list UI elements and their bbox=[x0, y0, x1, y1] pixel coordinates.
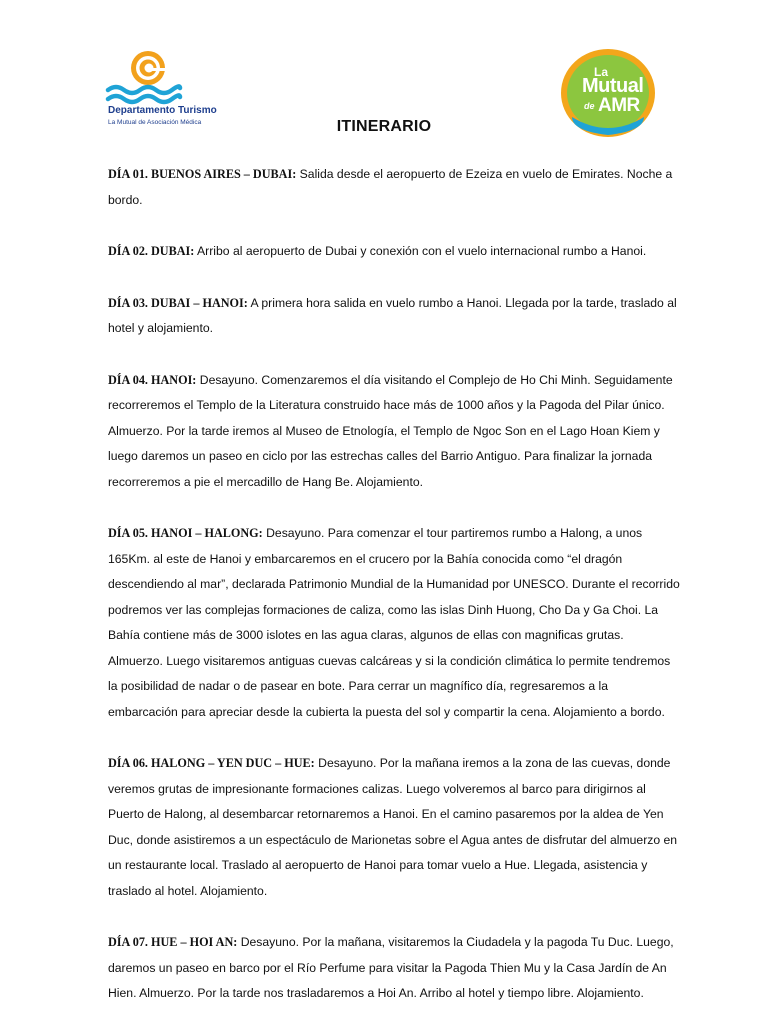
itinerary-day-07 bbox=[108, 930, 680, 1007]
day-text: Salida desde el aeropuerto de Ezeiza en vuelo de Emirates. Noche a bordo. bbox=[108, 167, 673, 207]
day-text: Desayuno. Comenzaremos el día visitando el Complejo de Ho Chi Minh. Seguidamente recorreremos el Templo de la Literatura construido hace más de 1000 años y la Pagoda del Pilar único. Almuerzo. Por la tarde iremos al Museo de Etnología, el Templo de Ngoc Son en el Lago Hoan Kiem y luego daremos un paseo en ciclo por las estrechas calles del Barrio Antiguo. Para finalizar la jornada recorreremos a pie el mercadillo de Hang Be. Alojamiento. bbox=[108, 372, 673, 489]
logo-left-subtitle: La Mutual de Asociación Médica bbox=[108, 119, 202, 126]
day-heading: DÍA 07. HUE – HOI AN: bbox=[108, 935, 238, 949]
day-text: Desayuno. Para comenzar el tour partiremos rumbo a Halong, a unos 165Km. al este de Hanoi y embarcaremos en el crucero por la Bahía conocida como “el dragón descendiendo al mar”, declarada Patrimonio Mundial de la Humanidad por UNESCO. Durante el recorrido podremos ver las complejas formaciones de caliza, como las islas Dinh Huong, Cho Da y Ga Choi. La Bahía contiene más de 3000 islotes en las agua claras, algunos de ellas con magnificas grutas. Almuerzo. Luego visitaremos antiguas cuevas calcáreas y si la condición climática lo permite tendremos la posibilidad de nadar o de pasear en bote. Para cerrar un magnífico día, regresaremos a la embarcación para apreciar desde la cubierta la puesta del sol y compartir la cena. Alojamiento a bordo. bbox=[108, 526, 680, 719]
itinerary-day-03 bbox=[108, 291, 680, 342]
logo-right-mutual: Mutual bbox=[582, 75, 644, 97]
day-heading: DÍA 02. DUBAI: bbox=[108, 244, 195, 258]
logo-right-la: La bbox=[594, 65, 609, 79]
itinerary-content bbox=[108, 162, 680, 1033]
itinerary-day-02 bbox=[108, 239, 680, 265]
logo-right-amr: AMR bbox=[598, 95, 640, 116]
logo-right-de: de bbox=[584, 101, 595, 111]
itinerary-day-05 bbox=[108, 521, 680, 725]
document-title: ITINERARIO bbox=[336, 118, 432, 135]
day-text: A primera hora salida en vuelo rumbo a Hanoi. Llegada por la tarde, traslado al hotel y alojamiento. bbox=[108, 295, 677, 335]
day-heading: DÍA 04. HANOI: bbox=[108, 372, 197, 387]
day-heading: DÍA 06. HALONG – YEN DUC – HUE: bbox=[108, 756, 315, 770]
itinerary-day-06 bbox=[108, 751, 680, 904]
day-text: Desayuno. Por la mañana iremos a la zona de las cuevas, donde veremos grutas de impresionante formaciones calizas. Luego volveremos al barco para dirigirnos al Puerto de Halong, al desembarcar retornaremos a Hanoi. En el camino pasaremos por la aldea de Yen Duc, donde asistiremos a un espectáculo de Marionetas sobre el Agua antes de disfrutar del almuerzo en un restaurante local. Traslado al aeropuerto de Hanoi para tomar vuelo a Hue. Llegada, asistencia y traslado al hotel. Alojamiento. bbox=[108, 756, 678, 898]
day-heading: DÍA 03. DUBAI – HANOI: bbox=[108, 295, 248, 310]
day-text: Desayuno. Por la mañana, visitaremos la Ciudadela y la pagoda Tu Duc. Luego, daremos un paseo en barco por el Río Perfume para visitar la Pagoda Thien Mu y la Casa Jardín de An Hien. Almuerzo. Por la tarde nos trasladaremos a Hoi An. Arribo al hotel y tiempo libre. Alojamiento. bbox=[108, 935, 674, 1000]
logo-left-title: Departamento Turismo bbox=[108, 105, 217, 116]
day-heading: DÍA 05. HANOI – HALONG: bbox=[108, 526, 263, 540]
itinerary-day-04 bbox=[108, 368, 680, 496]
itinerary-day-01 bbox=[108, 162, 680, 213]
day-text: Arribo al aeropuerto de Dubai y conexión con el vuelo internacional rumbo a Hanoi. bbox=[194, 244, 647, 258]
day-heading: DÍA 01. BUENOS AIRES – DUBAI: bbox=[108, 167, 297, 181]
sun-spiral-icon bbox=[104, 48, 184, 106]
